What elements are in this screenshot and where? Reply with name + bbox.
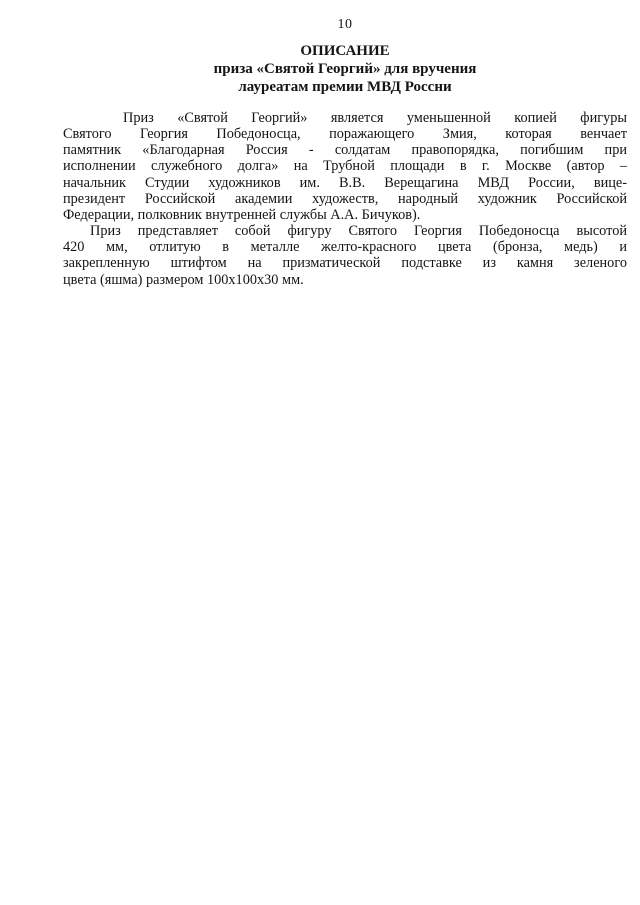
text-line: цвета (яшма) размером 100х100х30 мм. <box>63 271 304 288</box>
title-line-3: лауреатам премии МВД Россни <box>238 79 452 95</box>
page-content <box>0 18 640 288</box>
document-title <box>63 42 627 96</box>
paragraph <box>63 223 627 288</box>
paragraph <box>63 110 627 223</box>
title-line-1: ОПИСАНИЕ <box>300 43 390 59</box>
text-line: закрепленную штифтом на призматической подставке из камня зеленого <box>63 255 627 272</box>
text-line: 420 мм, отлитую в металле желто-красного цвета (бронза, медь) и <box>63 239 627 256</box>
text-line: Святого Георгия Победоносца, поражающего Змия, которая венчает <box>63 126 627 143</box>
document-body <box>63 110 627 288</box>
text-line: Приз представляет собой фигуру Святого Георгия Победоносца высотой <box>90 223 627 240</box>
text-line: Федерации, полковник внутренней службы А.А. Бичуков). <box>63 206 421 223</box>
text-line: Приз «Святой Георгий» является уменьшенной копией фигуры <box>123 110 627 126</box>
text-line: начальник Студии художников им. В.В. Верещагина МВД России, вице- <box>63 174 627 191</box>
text-line: президент Российской академии художеств, народный художник Российской <box>63 190 627 207</box>
page-number: 10 <box>337 17 353 32</box>
text-line: исполнении служебного долга» на Трубной площади в г. Москве (автор – <box>63 158 627 175</box>
text-line: памятник «Благодарная Россия - солдатам правопорядка, погибшим при <box>63 142 627 159</box>
title-line-2: приза «Святой Георгий» для вручения <box>213 61 477 77</box>
